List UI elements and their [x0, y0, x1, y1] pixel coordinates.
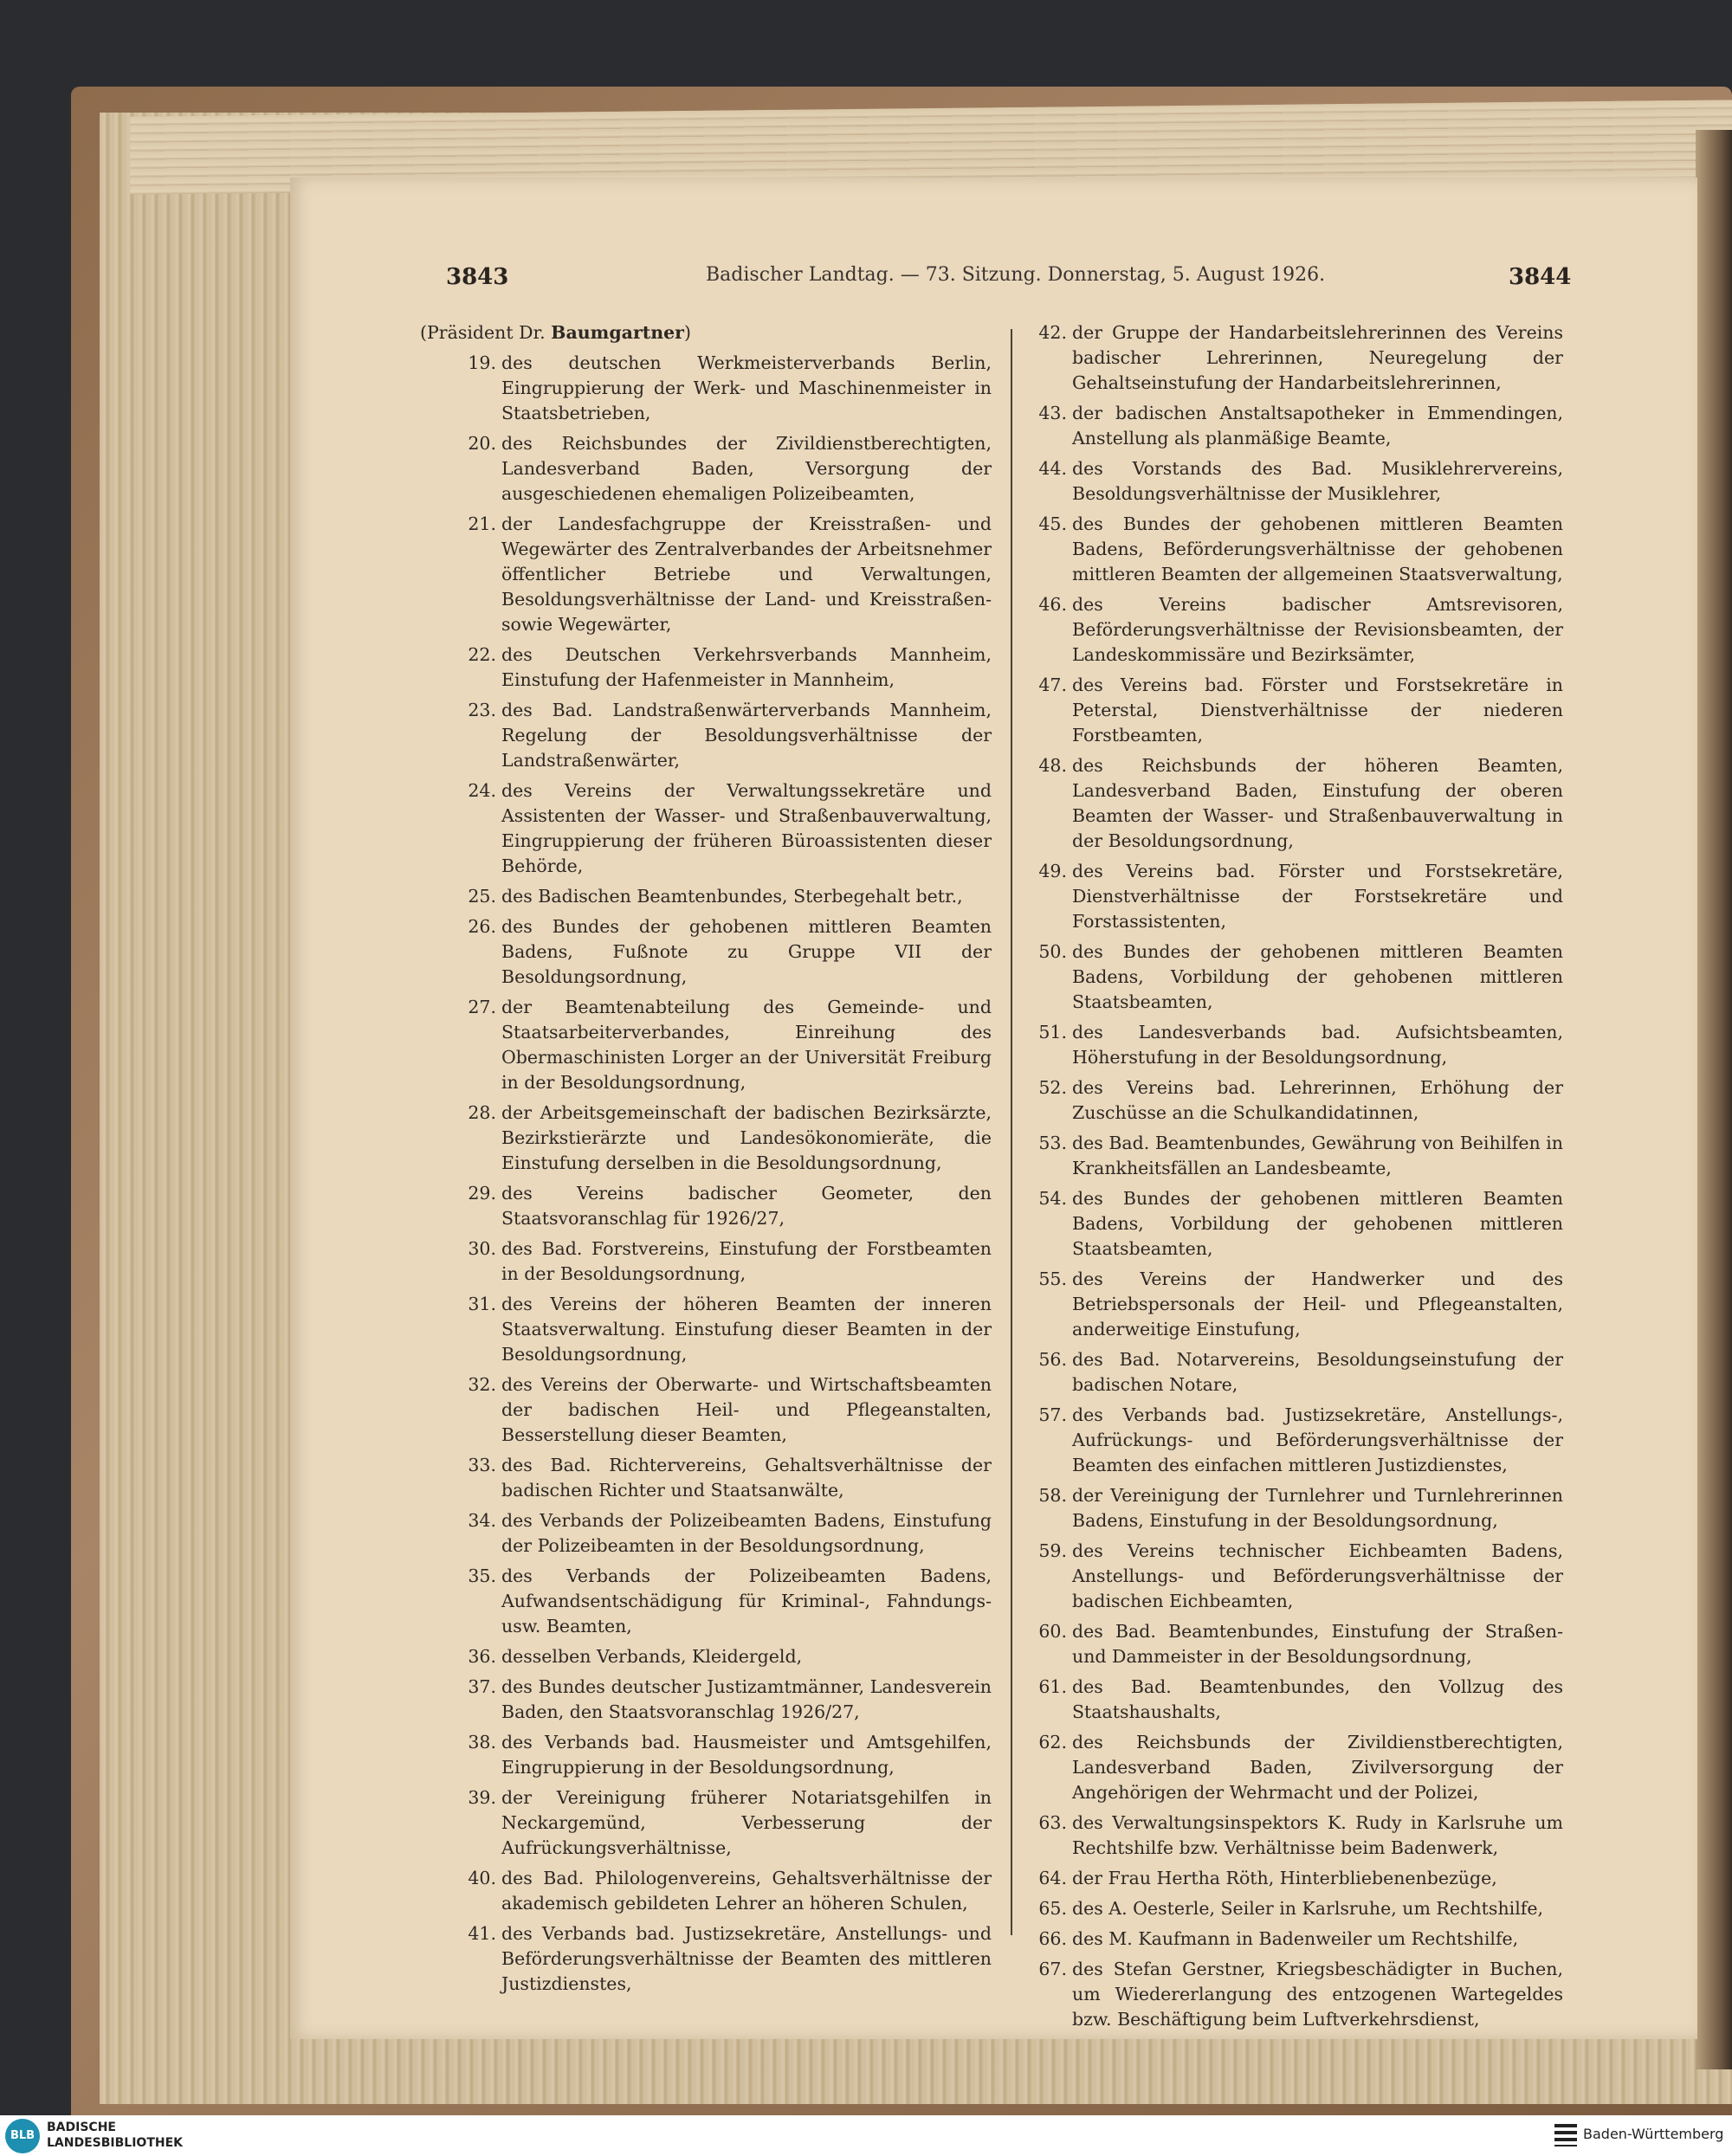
item-text: des Badischen Beamtenbundes, Sterbegehalt betr., — [501, 886, 963, 907]
item-number: 28. — [468, 1102, 496, 1123]
list-item — [420, 351, 992, 426]
item-number: 37. — [468, 1676, 496, 1697]
item-number: 25. — [468, 886, 496, 907]
item-number: 46. — [1038, 594, 1067, 615]
list-item — [420, 1181, 992, 1231]
list-item — [420, 1453, 992, 1503]
item-text: des Verbands bad. Justizsekretäre, Anstellungs- und Beförderungsverhältnisse der Beamten des mittleren Justizdienstes, — [501, 1923, 992, 1994]
list-item — [420, 1101, 992, 1176]
list-item — [420, 1372, 992, 1448]
item-text: des Bundes der gehobenen mittleren Beamten Badens, Beförderungsverhältnisse der gehobenen mittleren Beamten der allgemeinen Staatsverwaltung, — [1072, 513, 1563, 584]
item-number: 33. — [468, 1455, 496, 1475]
item-number: 29. — [468, 1183, 496, 1204]
item-text: des Bad. Beamtenbundes, Gewährung von Beihilfen in Krankheitsfällen an Landesbeamte, — [1072, 1133, 1563, 1178]
item-number: 61. — [1038, 1676, 1067, 1697]
list-item — [420, 1785, 992, 1861]
list-item — [1031, 401, 1563, 451]
item-text: des Verbands der Polizeibeamten Badens, Aufwandsentschädigung für Kriminal-, Fahndungs- usw. Beamten, — [501, 1565, 992, 1636]
list-item — [1031, 1075, 1563, 1126]
item-number: 36. — [468, 1646, 496, 1667]
list-item — [1031, 1927, 1563, 1952]
item-number: 31. — [468, 1294, 496, 1314]
item-text: des Verbands bad. Hausmeister und Amtsgehilfen, Eingruppierung in der Besoldungsordnung, — [501, 1732, 992, 1778]
library-name-line1: BADISCHE — [47, 2120, 116, 2134]
item-text: des deutschen Werkmeisterverbands Berlin, Eingruppierung der Werk- und Maschinenmeister in Staatsbetrieben, — [501, 352, 992, 423]
item-text: des Landesverbands bad. Aufsichtsbeamten, Höherstufung in der Besoldungsordnung, — [1072, 1022, 1563, 1068]
item-text: des M. Kaufmann in Badenweiler um Rechtshilfe, — [1072, 1928, 1519, 1949]
list-item — [1031, 1483, 1563, 1533]
list-item — [420, 512, 992, 637]
item-text: des Vereins der Handwerker und des Betriebspersonals der Heil- und Pflegeanstalten, anderweitige Einstufung, — [1072, 1268, 1563, 1339]
list-item — [420, 1866, 992, 1916]
item-number: 27. — [468, 997, 496, 1017]
item-text: der Landesfachgruppe der Kreisstraßen- und Wegewärter des Zentralverbandes der Arbeitsnehmer öffentlicher Betriebe und Verwaltungen, Besoldungsverhältnisse der Land- und Kreisstraßen- sowie Wegewärter, — [501, 513, 992, 635]
item-number: 32. — [468, 1374, 496, 1395]
item-number: 26. — [468, 916, 496, 937]
item-text: der Arbeitsgemeinschaft der badischen Bezirksärzte, Bezirkstierärzte und Landesökonomieräte, die Einstufung derselben in die Besoldungsordnung, — [501, 1102, 992, 1173]
item-text: des Vereins der Oberwarte- und Wirtschaftsbeamten der badischen Heil- und Pflegeanstalten, Besserstellung dieser Beamten, — [501, 1374, 992, 1445]
item-number: 56. — [1038, 1349, 1067, 1370]
intro-prefix: (Präsident Dr. — [420, 322, 552, 343]
item-text: des Bad. Richtervereins, Gehaltsverhältnisse der badischen Richter und Staatsanwälte, — [501, 1455, 992, 1501]
item-text: des Bundes der gehobenen mittleren Beamten Badens, Vorbildung der gehobenen mittleren Staatsbeamten, — [1072, 941, 1563, 1012]
item-text: der Vereinigung früherer Notariatsgehilfen in Neckargemünd, Verbesserung der Aufrückungsverhältnisse, — [501, 1787, 992, 1858]
list-item — [420, 698, 992, 773]
state-name: Baden-Württemberg — [1583, 2126, 1724, 2142]
item-number: 41. — [468, 1923, 496, 1944]
item-text: des Vereins bad. Förster und Forstsekretäre, Dienstverhältnisse der Forstsekretäre und Forstassistenten, — [1072, 861, 1563, 932]
item-text: des Reichsbunds der Zivildienstberechtigten, Landesverband Baden, Zivilversorgung der Angehörigen der Wehrmacht und der Polizei, — [1072, 1732, 1563, 1803]
item-text: des Bad. Notarvereins, Besoldungseinstufung der badischen Notare, — [1072, 1349, 1563, 1395]
list-item — [420, 1730, 992, 1780]
page-number-right: 3844 — [1509, 264, 1572, 290]
item-text: des Bundes der gehobenen mittleren Beamten Badens, Fußnote zu Gruppe VII der Besoldungsordnung, — [501, 916, 992, 987]
item-number: 50. — [1038, 941, 1067, 962]
item-number: 23. — [468, 700, 496, 720]
list-item — [1031, 1020, 1563, 1070]
item-number: 48. — [1038, 755, 1067, 776]
item-text: des Reichsbunds der höheren Beamten, Landesverband Baden, Einstufung der oberen Beamten der Wasser- und Straßenbauverwaltung in der Besoldungsordnung, — [1072, 755, 1563, 851]
item-text: desselben Verbands, Kleidergeld, — [501, 1646, 803, 1667]
list-item — [420, 778, 992, 879]
list-item — [1031, 1347, 1563, 1398]
list-item — [1031, 939, 1563, 1015]
list-item — [1031, 320, 1563, 396]
item-text: des Bundes der gehobenen mittleren Beamten Badens, Vorbildung der gehobenen mittleren Staatsbeamten, — [1072, 1188, 1563, 1259]
item-number: 22. — [468, 644, 496, 665]
item-number: 51. — [1038, 1022, 1067, 1042]
item-number: 65. — [1038, 1898, 1067, 1919]
item-text: des Verbands bad. Justizsekretäre, Anstellungs-, Aufrückungs- und Beförderungsverhältnisse der Beamten des einfachen mittleren Justizdienstes, — [1072, 1404, 1563, 1475]
item-number: 52. — [1038, 1077, 1067, 1098]
column-intro — [420, 320, 992, 345]
list-item — [1031, 592, 1563, 668]
list-item — [420, 1644, 992, 1669]
list-item — [420, 1292, 992, 1367]
item-number: 20. — [468, 433, 496, 454]
item-number: 58. — [1038, 1485, 1067, 1506]
list-item — [1031, 859, 1563, 934]
item-text: des Vereins badischer Geometer, den Staatsvoranschlag für 1926/27, — [501, 1183, 992, 1229]
item-number: 19. — [468, 352, 496, 373]
item-number: 66. — [1038, 1928, 1067, 1949]
item-text: des Bad. Philologenvereins, Gehaltsverhältnisse der akademisch gebildeten Lehrer an höheren Schulen, — [501, 1868, 992, 1914]
item-number: 54. — [1038, 1188, 1067, 1209]
item-text: des Vorstands des Bad. Musiklehrervereins, Besoldungsverhältnisse der Musiklehrer, — [1072, 458, 1563, 504]
item-number: 40. — [468, 1868, 496, 1888]
item-number: 44. — [1038, 458, 1067, 479]
item-text: des A. Oesterle, Seiler in Karlsruhe, um Rechtshilfe, — [1072, 1898, 1543, 1919]
left-column — [420, 320, 992, 2002]
list-item — [1031, 1957, 1563, 2032]
item-text: des Bad. Forstvereins, Einstufung der Forstbeamten in der Besoldungsordnung, — [501, 1238, 992, 1284]
item-text: des Vereins bad. Lehrerinnen, Erhöhung der Zuschüsse an die Schulkandidatinnen, — [1072, 1077, 1563, 1123]
list-item — [420, 914, 992, 990]
item-text: des Vereins badischer Amtsrevisoren, Beförderungsverhältnisse der Revisionsbeamten, der Landeskommissäre und Bezirksämter, — [1072, 594, 1563, 665]
list-item — [1031, 1267, 1563, 1342]
list-item — [1031, 1619, 1563, 1669]
item-number: 45. — [1038, 513, 1067, 534]
list-item — [1031, 456, 1563, 507]
speaker-name: Baumgartner — [551, 322, 684, 343]
item-number: 57. — [1038, 1404, 1067, 1425]
item-number: 55. — [1038, 1268, 1067, 1289]
list-item — [1031, 1186, 1563, 1262]
item-number: 39. — [468, 1787, 496, 1808]
item-text: des Verbands der Polizeibeamten Badens, Einstufung der Polizeibeamten in der Besoldungsordnung, — [501, 1510, 992, 1556]
list-item — [420, 1675, 992, 1725]
item-text: der badischen Anstaltsapotheker in Emmendingen, Anstellung als planmäßige Beamte, — [1072, 403, 1563, 449]
list-item — [420, 1236, 992, 1287]
item-text: des Vereins technischer Eichbeamten Badens, Anstellungs- und Beförderungsverhältnisse der badischen Eichbeamten, — [1072, 1540, 1563, 1611]
library-name-line2: LANDESBIBLIOTHEK — [47, 2136, 184, 2150]
library-name — [47, 2120, 183, 2151]
item-text: der Vereinigung der Turnlehrer und Turnlehrerinnen Badens, Einstufung in der Besoldungsordnung, — [1072, 1485, 1563, 1531]
item-number: 64. — [1038, 1868, 1067, 1888]
item-text: des Vereins der Verwaltungssekretäre und Assistenten der Wasser- und Straßenbauverwaltung, Eingruppierung der früheren Büroassistenten dieser Behörde, — [501, 780, 992, 876]
item-text: des Verwaltungsinspektors K. Rudy in Karlsruhe um Rechtshilfe bzw. Verhältnisse beim Badenwerk, — [1072, 1812, 1563, 1858]
list-item — [1031, 753, 1563, 854]
list-item — [420, 1921, 992, 1997]
right-column — [1031, 320, 1563, 2037]
list-item — [1031, 1403, 1563, 1478]
list-item — [1031, 673, 1563, 748]
list-item — [420, 1508, 992, 1559]
item-text: des Vereins bad. Förster und Forstsekretäre in Peterstal, Dienstverhältnisse der niederen Forstbeamten, — [1072, 675, 1563, 746]
list-item — [1031, 1675, 1563, 1725]
document-page — [290, 178, 1697, 2039]
item-number: 42. — [1038, 322, 1067, 343]
item-number: 21. — [468, 513, 496, 534]
list-item — [420, 995, 992, 1095]
running-header: Badischer Landtag. — 73. Sitzung. Donnerstag, 5. August 1926. — [706, 264, 1326, 286]
item-number: 30. — [468, 1238, 496, 1259]
book-gutter — [1696, 130, 1732, 2069]
list-item — [1031, 1539, 1563, 1614]
item-number: 60. — [1038, 1621, 1067, 1642]
item-text: des Bad. Beamtenbundes, den Vollzug des Staatshaushalts, — [1072, 1676, 1563, 1722]
list-item — [420, 431, 992, 507]
page-number-left: 3843 — [446, 264, 509, 290]
item-text: des Bad. Beamtenbundes, Einstufung der Straßen- und Dammeister in der Besoldungsordnung, — [1072, 1621, 1563, 1667]
list-item — [420, 642, 992, 693]
item-text: des Deutschen Verkehrsverbands Mannheim, Einstufung der Hafenmeister in Mannheim, — [501, 644, 992, 690]
list-item — [420, 884, 992, 909]
item-number: 47. — [1038, 675, 1067, 695]
item-number: 62. — [1038, 1732, 1067, 1753]
item-number: 35. — [468, 1565, 496, 1586]
item-text: des Bundes deutscher Justizamtmänner, Landesverein Baden, den Staatsvoranschlag 1926/27, — [501, 1676, 992, 1722]
intro-suffix: ) — [683, 322, 691, 343]
item-text: des Vereins der höheren Beamten der inneren Staatsverwaltung. Einstufung dieser Beamten in der Besoldungsordnung, — [501, 1294, 992, 1365]
list-item — [1031, 1866, 1563, 1891]
item-number: 49. — [1038, 861, 1067, 881]
column-divider — [1011, 329, 1012, 1935]
item-number: 38. — [468, 1732, 496, 1753]
item-text: der Beamtenabteilung des Gemeinde- und Staatsarbeiterverbandes, Einreihung des Obermaschinisten Lorger an der Universität Freiburg in der Besoldungsordnung, — [501, 997, 992, 1093]
list-item — [420, 1564, 992, 1639]
item-number: 24. — [468, 780, 496, 801]
list-item — [1031, 1896, 1563, 1921]
list-item — [1031, 512, 1563, 587]
item-number: 53. — [1038, 1133, 1067, 1153]
footer-bar — [0, 2115, 1732, 2156]
item-number: 43. — [1038, 403, 1067, 423]
list-item — [1031, 1131, 1563, 1181]
item-text: des Bad. Landstraßenwärterverbands Mannheim, Regelung der Besoldungsverhältnisse der Landstraßenwärter, — [501, 700, 992, 771]
item-text: des Reichsbundes der Zivildienstberechtigten, Landesverband Baden, Versorgung der ausgeschiedenen ehemaligen Polizeibeamten, — [501, 433, 992, 504]
item-number: 67. — [1038, 1959, 1067, 1979]
item-number: 34. — [468, 1510, 496, 1531]
list-item — [1031, 1730, 1563, 1805]
blb-logo-icon: BLB — [5, 2119, 40, 2153]
item-text: der Gruppe der Handarbeitslehrerinnen des Vereins badischer Lehrerinnen, Neuregelung der Gehaltseinstufung der Handarbeitslehrerinnen, — [1072, 322, 1563, 393]
item-number: 59. — [1038, 1540, 1067, 1561]
item-text: des Stefan Gerstner, Kriegsbeschädigter in Buchen, um Wiedererlangung des entzogenen Wartegeldes bzw. Beschäftigung beim Luftverkehrsdienst, — [1072, 1959, 1563, 2030]
item-number: 63. — [1038, 1812, 1067, 1833]
list-item — [1031, 1811, 1563, 1861]
state-crest-icon — [1554, 2124, 1577, 2146]
item-text: der Frau Hertha Röth, Hinterbliebenenbezüge, — [1072, 1868, 1497, 1888]
